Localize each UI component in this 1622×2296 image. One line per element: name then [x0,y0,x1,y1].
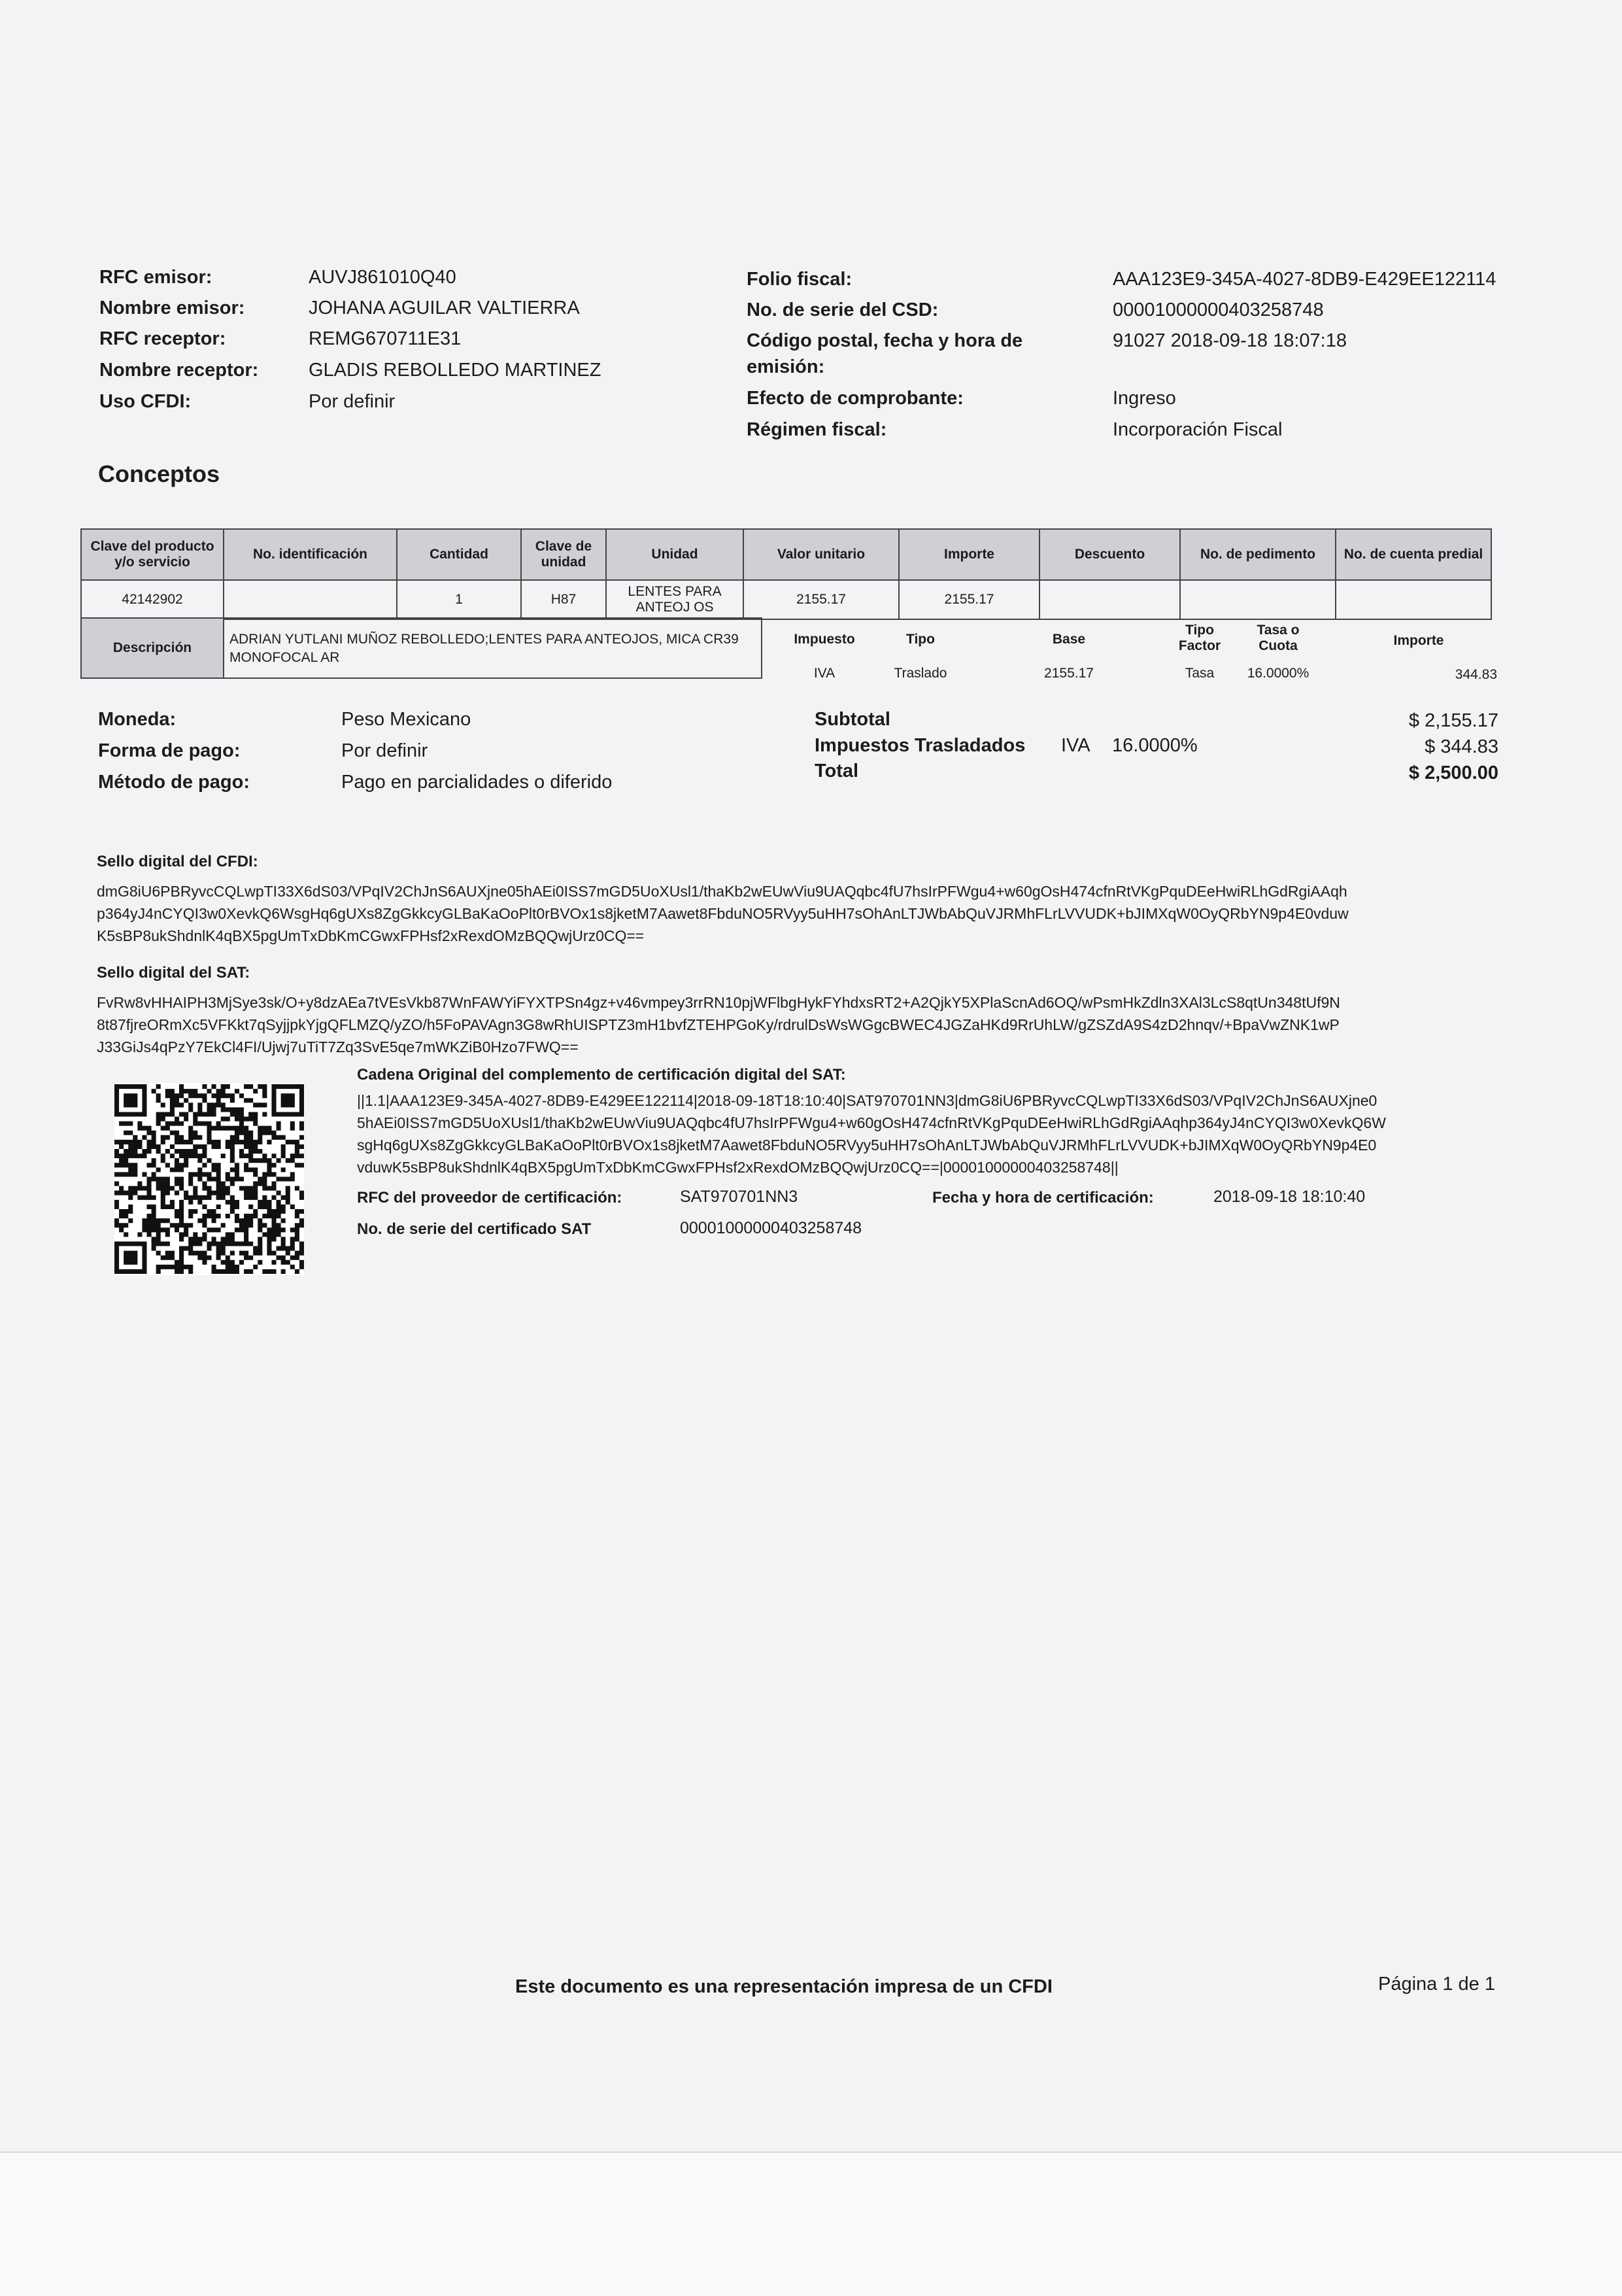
nombre-receptor-label: Nombre receptor: [99,360,259,381]
forma-pago-label: Forma de pago: [98,740,241,761]
cell-clave-producto: 42142902 [81,580,224,619]
sello-sat-line: 8t87fjreORmXc5VFKkt7qSyjjpkYjgQFLMZQ/yZO/h5FoPAVAgn3G8wRhUISPTZ3mH1bvfZTEHPGoKy/rdrulDsWsWGgcBWEC4JGZaHKd9RrUhLW/gZSZdA9S4zD2hnqv/+BpaVwZNK1wP [97,1016,1340,1033]
uso-cfdi-label: Uso CFDI: [99,391,192,412]
forma-pago-value: Por definir [341,740,428,761]
page-number: Página 1 de 1 [1378,1974,1495,1995]
rfc-emisor-value: AUVJ861010Q40 [309,267,456,288]
serie-sat-value: 00001000000403258748 [680,1219,862,1237]
subtotal-label: Subtotal [815,709,890,730]
cell-clave-unidad: H87 [521,580,606,619]
metodo-pago-value: Pago en parcialidades o diferido [341,772,613,793]
cadena-text [357,1089,1527,1178]
cell-valor-unitario: 2155.17 [743,580,899,619]
sello-sat-line: J33GiJs4qPzY7EkCl4FI/Ujwj7uTiT7Zq3SvE5qe7mWKZiB0Hzo7FWQ== [97,1038,579,1055]
imp-h-impuesto: Impuesto [794,632,855,647]
cell-cuenta-predial [1336,580,1491,619]
sello-cfdi-title: Sello digital del CFDI: [97,853,258,870]
efecto-value: Ingreso [1113,388,1176,409]
footer-text: Este documento es una representación impresa de un CFDI [515,1976,1053,1997]
imp-h-tipo-factor: Tipo Factor [1178,623,1221,653]
imp-v-impuesto: IVA [813,666,836,681]
col-importe: Importe [899,529,1039,580]
impuesto-tipo: IVA [1061,735,1090,756]
cadena-title: Cadena Original del complemento de certificación digital del SAT: [357,1066,846,1084]
col-no-identificacion: No. identificación [224,529,397,580]
uso-cfdi-value: Por definir [309,391,396,412]
cell-descuento [1039,580,1180,619]
moneda-label: Moneda: [98,709,177,730]
regimen-label: Régimen fiscal: [747,419,887,440]
imp-h-tipo: Tipo [906,632,935,647]
conceptos-table [80,528,1492,620]
codigo-postal-label-2: emisión: [747,356,825,377]
col-clave-producto: Clave del producto y/o servicio [81,529,224,580]
cadena-line: ||1.1|AAA123E9-345A-4027-8DB9-E429EE122114|2018-09-18T18:10:40|SAT970701NN3|dmG8iU6PBRyvcCQLwpTI33X6dS03/VPqIV2ChJnS6AUXjne0 [357,1092,1377,1109]
sello-cfdi-line: K5sBP8ukShdnlK4qBX5pgUmTxDbKmCGwxFPHsf2xRexdOMzBQQwjUrz0CQ== [97,927,645,944]
cadena-line: sgHq6gUXs8ZgGkkcyGLBaKaOoPlt0rBVOx1s8jketM7Aawet8FbduNO5RVyy5uHH7sOhAnLTJWbAbQuVJRMhFLrLVVUDK+bJIMXqW0OyQRbYN9p4E0 [357,1137,1377,1154]
cell-no-identificacion [224,580,397,619]
col-clave-unidad: Clave de unidad [521,529,606,580]
folio-fiscal-label: Folio fiscal: [747,269,853,290]
rfc-proveedor-label: RFC del proveedor de certificación: [357,1189,622,1207]
rfc-receptor-value: REMG670711E31 [309,328,462,349]
descripcion-text: ADRIAN YUTLANI MUÑOZ REBOLLEDO;LENTES PARA ANTEOJOS, MICA CR39 MONOFOCAL AR [229,632,739,665]
sello-sat-line: FvRw8vHHAIPH3MjSye3sk/O+y8dzAEa7tVEsVkb87WnFAWYiFYXTPSn4gz+v46vmpey3rrRN10pjWFlbgHykFYhdxsRT2+A2QjkY5XPlaScnAd6OQ/wPsmHkZdln3XAl3LcS8qtUn348tUf9N [97,994,1340,1011]
sello-cfdi-line: p364yJ4nCYQI3w0XevkQ6WsgHq6gUXs8ZgGkkcyGLBaKaOoPlt0rBVOx1s8jketM7Aawet8FbduNO5RVyy5uHH7sOhAnLTJWbAbQuVJRMhFLrLVVUDK+bJIMXqW0OyQRbYN9p4E0vduw [97,905,1349,922]
cell-cantidad: 1 [397,580,521,619]
qr-code-icon [114,1083,304,1275]
imp-v-tipo-factor: Tasa [1185,666,1215,681]
nombre-receptor-value: GLADIS REBOLLEDO MARTINEZ [309,360,601,381]
regimen-value: Incorporación Fiscal [1113,419,1283,440]
descripcion-box [80,617,762,679]
imp-h-base: Base [1052,632,1086,647]
serie-csd-value: 00001000000403258748 [1113,300,1324,320]
total-label: Total [815,761,859,781]
cell-importe: 2155.17 [899,580,1039,619]
rfc-receptor-label: RFC receptor: [99,328,226,349]
imp-v-tasa-cuota: 16.0000% [1247,666,1309,681]
cell-no-pedimento [1180,580,1336,619]
fecha-certificacion-label: Fecha y hora de certificación: [932,1189,1154,1207]
sello-cfdi-text [97,880,1529,947]
col-descuento: Descuento [1039,529,1180,580]
table-row [81,580,1491,619]
cadena-line: vduwK5sBP8ukShdnlK4qBX5pgUmTxDbKmCGwxFPHsf2xRexdOMzBQQwjUrz0CQ==|00001000000403258748|| [357,1159,1119,1176]
subtotal-value: $ 2,155.17 [1408,710,1498,731]
imp-v-tipo: Traslado [894,666,947,681]
sello-cfdi-line: dmG8iU6PBRyvcCQLwpTI33X6dS03/VPqIV2ChJnS6AUXjne05hAEi0ISS7mGD5UoXUsl1/thaKb2wEUwViu9UAQqbc4fU7hsIrPFWgu4+w60gOsH474cfnRtVKgPquDEeHwiRLhGdRgiAAqh [97,883,1347,900]
nombre-emisor-value: JOHANA AGUILAR VALTIERRA [309,298,580,318]
imp-v-base: 2155.17 [1044,666,1094,681]
serie-sat-label: No. de serie del certificado SAT [357,1220,592,1238]
fecha-certificacion-value: 2018-09-18 18:10:40 [1213,1188,1366,1206]
table-header-row [81,529,1491,580]
col-no-pedimento: No. de pedimento [1180,529,1336,580]
serie-csd-label: No. de serie del CSD: [747,300,939,320]
moneda-value: Peso Mexicano [341,709,471,730]
efecto-label: Efecto de comprobante: [747,388,964,409]
nombre-emisor-label: Nombre emisor: [99,298,245,318]
codigo-postal-label-1: Código postal, fecha y hora de [747,330,1023,351]
cell-unidad: LENTES PARA ANTEOJ OS [606,580,743,619]
rfc-proveedor-value: SAT970701NN3 [680,1188,798,1206]
col-cantidad: Cantidad [397,529,521,580]
impuestos-trasladados-label: Impuestos Trasladados [815,735,1026,756]
scan-edge [0,2151,1622,2296]
col-unidad: Unidad [606,529,743,580]
imp-h-tasa-cuota: Tasa o Cuota [1257,623,1300,653]
col-cuenta-predial: No. de cuenta predial [1336,529,1491,580]
descripcion-label: Descripción [82,619,224,677]
total-value: $ 2,500.00 [1408,762,1498,783]
folio-fiscal-value: AAA123E9-345A-4027-8DB9-E429EE122114 [1113,269,1496,290]
conceptos-title: Conceptos [98,460,220,487]
cadena-line: 5hAEi0ISS7mGD5UoXUsl1/thaKb2wEUwViu9UAQqbc4fU7hsIrPFWgu4+w60gOsH474cfnRtVKgPquDEeHwiRLhGdRgiAAqhp364yJ4nCYQI3w0XevkQ6W [357,1114,1386,1131]
imp-v-importe: 344.83 [1455,667,1497,682]
imp-h-importe: Importe [1393,633,1444,648]
impuesto-tasa: 16.0000% [1112,735,1198,756]
codigo-postal-value: 91027 2018-09-18 18:07:18 [1113,330,1347,351]
rfc-emisor-label: RFC emisor: [99,267,212,288]
sello-sat-text [97,991,1529,1058]
metodo-pago-label: Método de pago: [98,772,250,793]
impuestos-value: $ 344.83 [1425,736,1498,757]
sello-sat-title: Sello digital del SAT: [97,964,250,982]
col-valor-unitario: Valor unitario [743,529,899,580]
